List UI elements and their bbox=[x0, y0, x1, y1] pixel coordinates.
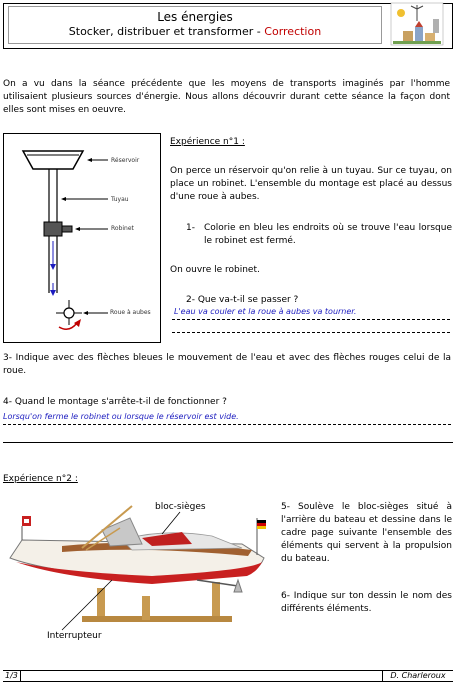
energy-logo-icon bbox=[389, 1, 445, 45]
label-reservoir: Réservoir bbox=[111, 157, 140, 164]
q1-number: 1- bbox=[186, 223, 195, 233]
author-box bbox=[382, 670, 453, 682]
q5-text: 5- Soulève le bloc-sièges situé à l'arrière du bateau et dessine dans le cadre page suivante l'ensemble des éléments qui servent à la propulsion du bateau. bbox=[281, 502, 452, 564]
correction-label: Correction bbox=[264, 25, 322, 38]
label-robinet: Robinet bbox=[111, 225, 134, 232]
section-divider bbox=[3, 442, 453, 443]
q6-text: 6- Indique sur ton dessin le nom des différents éléments. bbox=[281, 591, 452, 614]
q3-text: 3- Indique avec des flèches bleues le mouvement de l'eau et avec des flèches rouges celui de la roue. bbox=[3, 353, 451, 376]
exp2-title: Expérience n°2 : bbox=[3, 474, 78, 484]
intro-paragraph: On a vu dans la séance précédente que les moyens de transports imaginés par l'homme utilisaient plusieurs sources d'énergie. Nous allons découvrir durant cette séance la façon dont elles sont mises en oeuvre. bbox=[3, 79, 450, 115]
q2-answer: L'eau va couler et la roue à aubes va tourner. bbox=[174, 307, 357, 316]
q1-text: Colorie en bleu les endroits où se trouve l'eau lorsque le robinet est fermé. bbox=[204, 223, 452, 246]
answer-line bbox=[3, 424, 451, 425]
exp1-open: On ouvre le robinet. bbox=[170, 265, 260, 275]
q4-text: 4- Quand le montage s'arrête-t-il de fonctionner ? bbox=[3, 397, 227, 407]
answer-line bbox=[172, 332, 450, 333]
boat-image bbox=[2, 500, 272, 640]
title-box bbox=[8, 6, 382, 44]
page-title: Les énergies bbox=[157, 10, 233, 24]
label-interrupteur: Interrupteur bbox=[47, 631, 102, 641]
exp1-paragraph: On perce un réservoir qu'on relie à un tuyau. Sur ce tuyau, on place un robinet. L'ensemble du montage est placé au dessus d'une roue à aubes. bbox=[170, 166, 452, 202]
label-tuyau: Tuyau bbox=[111, 196, 129, 203]
label-bloc-sieges: bloc-sièges bbox=[155, 502, 206, 512]
answer-line bbox=[172, 319, 450, 320]
q2-text: 2- Que va-t-il se passer ? bbox=[186, 295, 299, 305]
water-diagram bbox=[3, 133, 161, 343]
author-name: D. Charleroux bbox=[390, 671, 446, 680]
q4-answer: Lorsqu'on ferme le robinet ou lorsque le réservoir est vide. bbox=[3, 412, 239, 421]
page-number: 1/3 bbox=[5, 671, 18, 680]
page-subtitle: Stocker, distribuer et transformer - Correction bbox=[68, 25, 322, 38]
label-roue: Roue à aubes bbox=[110, 309, 151, 316]
exp1-title: Expérience n°1 : bbox=[170, 137, 245, 147]
page-number-box bbox=[3, 670, 21, 682]
